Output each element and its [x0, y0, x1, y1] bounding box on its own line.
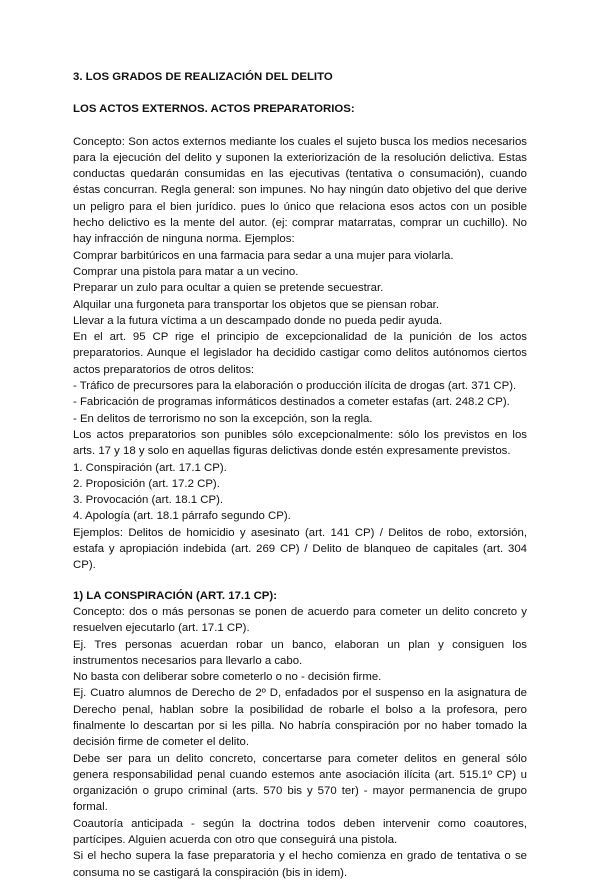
- autonomous-item: - Fabricación de programas informáticos destinados a cometer estafas (art. 248.2 CP).: [73, 396, 510, 409]
- example-item: Alquilar una furgoneta para transportar los objetos que se piensan robar.: [73, 298, 440, 311]
- example-item: Comprar barbitúricos en una farmacia para sedar a una mujer para violarla.: [73, 249, 454, 262]
- concept-paragraph: Concepto: Son actos externos mediante los cuales el sujeto busca los medios necesarios para la ejecución del delito y suponen la exteriorización de la resolución delictiva. Estas conductas quedarán consumidas en las ejecutivas (tentativa o consumación), cuando éstas concurran. Regla general: son impunes. No hay ningún dato objetivo del que derive un peligro para el bien jurídico. pues lo único que relaciona esos actos con un posible hecho delictivo es la mente del autor. (ej: comprar matarratas, comprar un cuchillo). No hay infracción de ninguna norma. Ejemplos:: [73, 135, 527, 246]
- conspiracy-example-2: Ej. Cuatro alumnos de Derecho de 2º D, enfadados por el suspenso en la asignatura de Derecho penal, hablan sobre la posibilidad de robarle el bolso a la profesora, pero finalmente lo descartan por si les pilla. No habría conspiración por no haber tomado la decisión firme de cometer el delito.: [73, 687, 527, 749]
- conspiracy-note-1: No basta con deliberar sobre cometerlo o no - decisión firme.: [73, 671, 382, 684]
- crime-examples-paragraph: Ejemplos: Delitos de homicidio y asesinato (art. 141 CP) / Delitos de robo, extorsión, estafa y apropiación indebida (art. 269 CP) / Delito de blanqueo de capitales (art. 304 CP).: [73, 526, 527, 572]
- conspiracy-note-4: Si el hecho supera la fase preparatoria y el hecho comienza en grado de tentativa o se consuma no se castigará la conspiración (bis in idem).: [73, 850, 527, 879]
- punishable-paragraph: Los actos preparatorios son punibles sólo excepcionalmente: sólo los previstos en los arts. 17 y 18 y solo en aquellas figuras delictivas donde estén expresamente previstos.: [73, 428, 527, 458]
- conspiracy-note-2: Debe ser para un delito concreto, concertarse para cometer delitos en general sólo genera responsabilidad penal cuando estemos ante asociación ilícita (art. 515.1º CP) u organización o grupo criminal (arts. 570 bis y 570 ter) - mayor permanencia de grupo formal.: [73, 752, 527, 814]
- example-item: Llevar a la futura víctima a un descampado donde no pueda pedir ayuda.: [73, 314, 443, 327]
- conspiracy-concept: Concepto: dos o más personas se ponen de acuerdo para cometer un delito concreto y resuelven ejecutarlo (art. 17.1 CP).: [73, 605, 527, 635]
- examples-list: [73, 248, 527, 329]
- example-item: Preparar un zulo para ocultar a quien se pretende secuestrar.: [73, 282, 384, 295]
- list-item: 2. Proposición (art. 17.2 CP).: [73, 477, 220, 490]
- conspiracy-example-1: Ej. Tres personas acuerdan robar un banco, elaboran un plan y consiguen los instrumentos necesarios para llevarlo a cabo.: [73, 638, 527, 667]
- autonomous-crimes-list: [73, 378, 527, 427]
- list-item: 3. Provocación (art. 18.1 CP).: [73, 494, 224, 507]
- autonomous-item: - Tráfico de precursores para la elaboración o producción ilícita de drogas (art. 371 CP).: [73, 380, 517, 393]
- section-heading-conspiracy: 1) LA CONSPIRACIÓN (ART. 17.1 CP):: [73, 589, 277, 602]
- list-item: 1. Conspiración (art. 17.1 CP).: [73, 461, 227, 474]
- conspiracy-note-3: Coautoría anticipada - según la doctrina todos deben intervenir como coautores, partícipes. Alguien acuerda con otro que conseguirá una pistola.: [73, 817, 527, 847]
- example-item: Comprar una pistola para matar a un vecino.: [73, 265, 299, 278]
- art95-paragraph: En el art. 95 CP rige el principio de excepcionalidad de la punición de los actos preparatorios. Aunque el legislador ha decidido castigar como delitos autónomos ciertos actos preparatorios de otros delitos:: [73, 331, 527, 376]
- list-item: 4. Apología (art. 18.1 párrafo segundo CP).: [73, 510, 291, 523]
- preparatory-acts-list: [73, 460, 527, 525]
- autonomous-item: - En delitos de terrorismo no son la excepción, son la regla.: [73, 412, 373, 425]
- document-title: 3. LOS GRADOS DE REALIZACIÓN DEL DELITO: [73, 71, 333, 83]
- section-subtitle: LOS ACTOS EXTERNOS. ACTOS PREPARATORIOS:: [73, 103, 355, 116]
- document-body: [73, 69, 527, 881]
